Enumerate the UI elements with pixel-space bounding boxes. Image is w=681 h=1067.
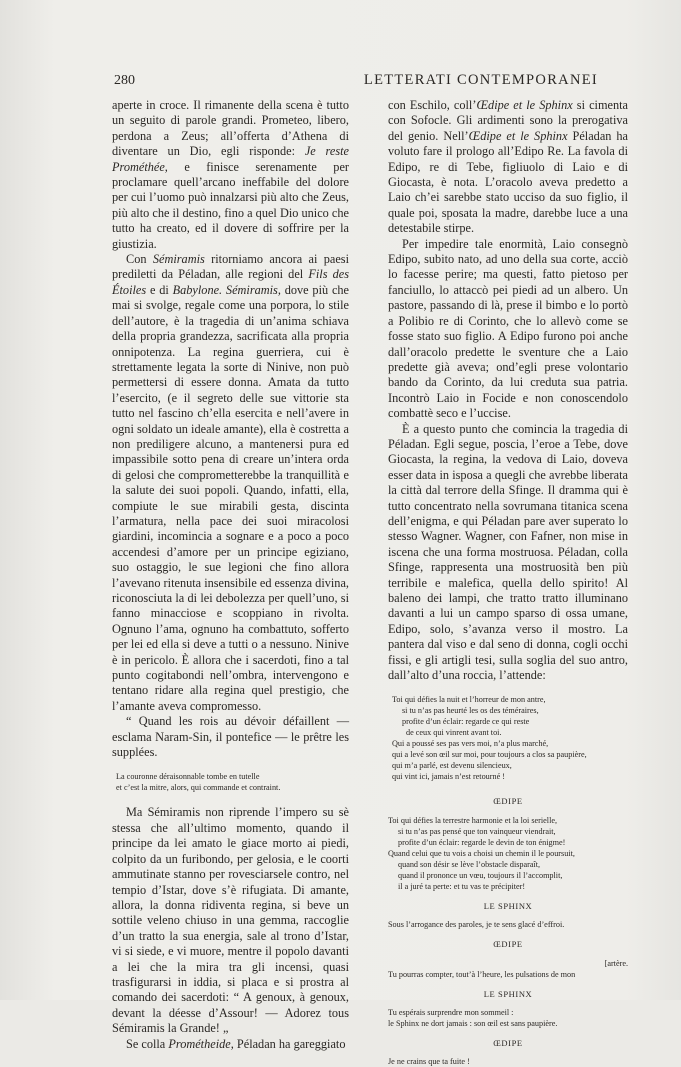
verse-line: qui a levé son œil sur moi, pour toujours a clos sa paupière,	[392, 750, 587, 760]
verse-line: Sous l’arrogance des paroles, je te sens glacé d’effroi.	[388, 920, 565, 930]
oedipe-verse	[388, 815, 628, 892]
verse-line: le Sphinx ne dort jamais : son œil est sans paupière.	[388, 1019, 558, 1029]
verse-line: Quand celui que tu vois a choisi un chemin il le poursuit,	[388, 848, 575, 858]
verse-line: il a juré ta perte: et tu vas te précipiter!	[398, 881, 526, 891]
oedipe-line	[388, 1056, 628, 1067]
verse-line: et c’est la mitre, alors, qui commande et contraint.	[116, 783, 281, 793]
verse-quote	[116, 771, 349, 793]
verse-line: qui vint ici, jamais n’est retourné !	[392, 772, 506, 782]
verse-line: qui m’a parlé, est devenu silencieux,	[392, 761, 512, 771]
paragraph: aperte in croce. Il rimanente della scena è tutto un seguito di parole grandi. Prometeo, libero, perdona a Zeus; all’offerta d’Athena di diventare un Dio, egli risponde: Je reste Prométhée, e finisce serenamente per proclamare quell’arcano ineffabile del dolore per cui l’uomo può innalzarsi più alto che Zeus, più alto che il destino, fino a quel Dio unico che tutto ha creato, ed il dovere di soffrire per la giustizia.	[112, 98, 350, 251]
paragraph: con Eschilo, coll’Œdipe et le Sphinx si cimenta con Sofocle. Gli ardimenti sono la prerogativa del genio. Nell’Œdipe et le Sphinx Péladan ha voluto fare il prologo all’Edipo Re. La favola di Edipo, re di Tebe, figliuolo di Laio e di Giocasta, è nota. L’oracolo aveva predetto a Laio ch’ei sarebbe stato ucciso da suo figlio, il quale poi, sposata la madre, darebbe luce a una detestabile stirpe.	[388, 98, 629, 236]
running-title: LETTERATI CONTEMPORANEI	[363, 72, 598, 88]
speaker-sphinx: LE SPHINX	[483, 988, 533, 999]
verse-line: profite d’un éclair: regarde le devin de ton énigme!	[398, 837, 566, 847]
sphinx-lines	[388, 1007, 628, 1029]
verse-line: Toi qui défies la nuit et l’horreur de mon antre,	[392, 695, 546, 705]
left-column	[112, 98, 349, 1052]
sphinx-verse	[392, 694, 628, 782]
sphinx-line	[388, 919, 628, 930]
verse-line: Tu espérais surprendre mon sommeil :	[388, 1008, 514, 1018]
page-number: 280	[114, 73, 135, 88]
running-header	[114, 72, 598, 89]
paragraph: Per impedire tale enormità, Laio consegnò Edipo, subito nato, ad uno della sua corte, acciò lo facesse perire; ma questi, fatto pietoso per fanciullo, lo attaccò pei piedi ad un albero. Un pastore, passando di là, prese il bimbo e lo portò a Polibio re di Corinto, che lo allevò come se fosse stato suo figlio. A Edipo furono poi anche dall’oracolo predette le sventure che a Laio predette già aveva; ond’egli prese volontario bando da Corinto, da lui creduta sua patria. Incontrò Laio in Focide e non conoscendolo combattè seco e l’uccise.	[388, 236, 628, 421]
verse-line: profite d’un éclair: regarde ce qui reste	[402, 717, 530, 727]
verse-line: Tu pourras compter, tout’à l’heure, les pulsations de mon	[388, 969, 576, 979]
speaker-oedipe: ŒDIPE	[493, 796, 523, 807]
verse-line: La couronne déraisonnable tombe en tutelle	[116, 772, 260, 782]
verse-line: Qui a poussé ses pas vers moi, n’a plus marché,	[392, 739, 549, 749]
paragraph: Ma Sémiramis non riprende l’impero su sè stessa che all’ultimo momento, quando il principe da lei amato le giace morto ai piedi, colpito da un furibondo, per gelosia, e le coorti ammutinate stanno per rovesciarsele contro, nel tempio d’Istar, dove s’è rifugiata. Di amante, allora, la donna ridiventa regina, si beve un sottile veleno chiuso in una gemma, raccoglie d’un tratto la sua energia, sale al trono d’Istar, vi si siede, e vi muore, mentre il popolo davanti a lei che la mira tra gli incensi, quasi trasfigurarsi in iddia, si placa e si prostra al comando dei sacerdoti: “ A genoux, à genoux, devant la déesse d’Assour! — Adorez tous Sémiramis la Grande! „	[112, 805, 349, 1036]
right-column	[388, 98, 628, 1067]
oedipe-line	[388, 969, 628, 980]
paragraph: Se colla Prométheide, Péladan ha gareggiato	[126, 1036, 346, 1051]
speaker-oedipe: ŒDIPE	[493, 1038, 523, 1049]
verse-line: Je ne crains que ta fuite !	[388, 1057, 470, 1067]
paragraph: Con Sémiramis ritorniamo ancora ai paesi prediletti da Péladan, alle regioni del Fils des Étoiles e di Babylone. Sémiramis, dove più che mai si svolge, regale come una porpora, lo stile dell’autore, è la tragedia di un’anima schiava della propria grandezza, sacrificata alla propria onnipotenza. La regina guerriera, cui è strettamente legata la sorte di Ninive, non può permettersi di essere donna. Amata da tutto l’esercito, (e il segreto delle sue vittorie sta tutto nel fascino ch’ella esercita e nell’avere in ogni soldato un ideale amante), ella è costretta a non prediligere alcuno, a mantenersi pura ed impassibile sotto pena di creare un’intera orda di gelosi che comprometterebbe la tranquillità e la salute dei suoi popoli. Quando, infatti, ella, compiute le sue mirabili gesta, discinta l’armatura, nella pace dei suoi miracolosi giardini, incomincia a sognare e a poco a poco accendesi d’amore per un principe egiziano, suo ostaggio, le sue legioni che fino allora l’avevano ritenuta insensibile ed essenza divina, riconosciuta la di lei debolezza per quell’uno, si fanno minacciose e scoppiano in rivolta. Ognuno l’ama, ognuno ha combattuto, sofferto per lei ed ella si deve a tutti o a nessuno. Ninive è in pericolo. È allora che i sacerdoti, fino a tal punto cogitabondi nell’ombra, intervengono e tentano ridare alla regina quel prestigio, che l’amante aveva compromesso.	[112, 252, 350, 713]
verse-fragment: [artère.	[604, 958, 628, 968]
paragraph: È a questo punto che comincia la tragedia di Péladan. Egli segue, poscia, l’eroe a Tebe, dove Giocasta, la regina, la vedova di Laio, doveva esser data in isposa a quegli che avrebbe liberata la città dal terrore della Sfinge. Il dramma qui è tutto concentrato nella sovrumana titanica scena dell’enigma, e qui Péladan pare aver superato lo stesso Wagner. Wagner, con Fafner, non mise in iscena che una forma mostruosa. Péladan, colla Sfinge, rappresenta una mostruosità ben più terribile e malefica, quella dello spirito! Al baleno dei lampi, che tratto tratto illuminano davanti a lui un campo sparso di ossa umane, Edipo, solo, s’avanza verso il mostro. La pantera dal viso e dal seno di donna, cogli occhi fissi, e gli artigli tesi, sulla soglia del suo antro, dall’alto d’una roccia, l’attende:	[388, 421, 628, 683]
verse-line: Toi qui défies la terrestre harmonie et la loi serielle,	[388, 815, 558, 825]
verse-line: de ceux qui vinrent avant toi.	[406, 728, 502, 738]
speaker-oedipe: ŒDIPE	[493, 939, 523, 950]
paragraph-quote: “ Quand les rois au dévoir défaillent — esclama Naram-Sin, il pontefice — le prêtre les supplées.	[112, 714, 349, 760]
verse-line: quand il prononce un vœu, toujours il l’accomplit,	[398, 870, 563, 880]
speaker-sphinx: LE SPHINX	[483, 900, 533, 911]
verse-line: si tu n’as pas heurté les os des téméraires,	[402, 706, 539, 716]
verse-line: si tu n’as pas pensé que ton vainqueur viendrait,	[398, 826, 556, 836]
verse-line: quand son désir se lève l’obstacle disparaît,	[398, 859, 541, 869]
